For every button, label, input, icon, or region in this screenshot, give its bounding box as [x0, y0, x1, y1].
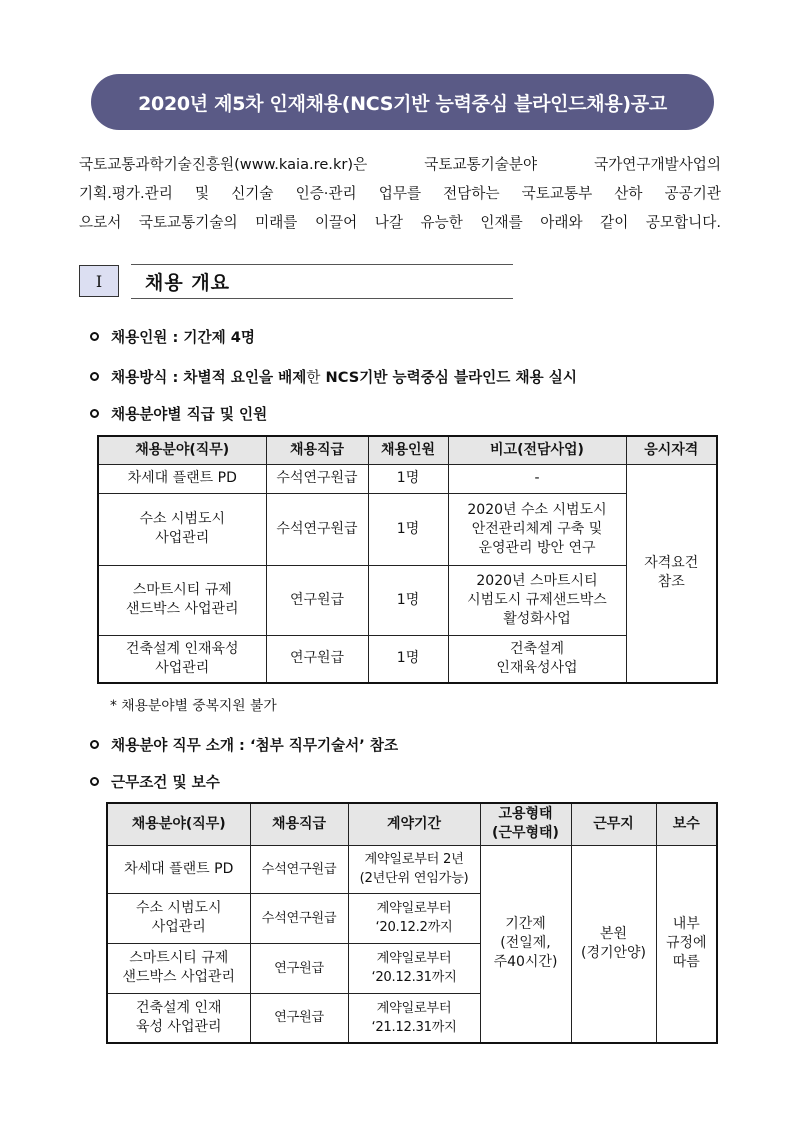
- cell-grade: 연구원급: [250, 993, 348, 1043]
- cell-grade: 수석연구원급: [266, 493, 368, 565]
- cell-period: 계약일로부터 ‘21.12.31까지: [348, 993, 480, 1043]
- positions-table: [97, 435, 718, 684]
- intro-line: 국토교통과학기술진흥원(www.kaia.re.kr)은 국토교통기술분야 국가연구개발사업의: [79, 156, 721, 173]
- table-footnote: * 채용분야별 중복지원 불가: [110, 698, 277, 714]
- bullet-job-intro: [90, 734, 398, 755]
- cell-location: 본원 (경기안양): [571, 845, 656, 1043]
- cell-period: 계약일로부터 2년 (2년단위 연임가능): [348, 845, 480, 893]
- table-header: 채용인원: [368, 436, 448, 464]
- cell-grade: 연구원급: [250, 943, 348, 993]
- table-header: 고용형태 (근무형태): [480, 803, 571, 845]
- table-row: [107, 845, 717, 893]
- table-header: 채용분야(직무): [98, 436, 266, 464]
- cell-field: 수소 시범도시 사업관리: [107, 893, 250, 943]
- section-divider-top: [131, 264, 513, 265]
- cell-count: 1명: [368, 635, 448, 683]
- cell-note: 2020년 스마트시티 시범도시 규제샌드박스 활성화사업: [448, 565, 626, 635]
- bullet-text: 채용분야별 직급 및 인원: [111, 406, 268, 423]
- table-header: 채용직급: [266, 436, 368, 464]
- bullet-conditions: [90, 771, 220, 792]
- table-row: [98, 493, 717, 565]
- notice-title: 2020년 제5차 인재채용(NCS기반 능력중심 블라인드채용)공고: [138, 92, 667, 115]
- conditions-table: [106, 802, 718, 1044]
- cell-count: 1명: [368, 565, 448, 635]
- cell-note: -: [448, 464, 626, 493]
- cell-grade: 연구원급: [266, 565, 368, 635]
- cell-note: 2020년 수소 시범도시 안전관리체계 구축 및 운영관리 방안 연구: [448, 493, 626, 565]
- cell-grade: 수석연구원급: [266, 464, 368, 493]
- intro-line: 으로서 국토교통기술의 미래를 이끌어 나갈 유능한 인재를 아래와 같이 공모합니다.: [79, 214, 721, 231]
- cell-period: 계약일로부터 ‘20.12.31까지: [348, 943, 480, 993]
- table-header: 채용분야(직무): [107, 803, 250, 845]
- cell-grade: 수석연구원급: [250, 845, 348, 893]
- cell-count: 1명: [368, 464, 448, 493]
- table-row: [98, 635, 717, 683]
- bullet-headcount: [90, 326, 255, 347]
- cell-grade: 수석연구원급: [250, 893, 348, 943]
- intro-line: 기획.평가.관리 및 신기술 인증·관리 업무를 전담하는 국토교통부 산하 공공기관: [79, 185, 721, 202]
- table-header: 계약기간: [348, 803, 480, 845]
- cell-field: 스마트시티 규제 샌드박스 사업관리: [107, 943, 250, 993]
- bullet-circle-icon: [90, 777, 99, 786]
- section-divider-bottom: [131, 298, 513, 299]
- cell-qualification: 자격요건 참조: [626, 464, 717, 683]
- table-row: [98, 565, 717, 635]
- table-header: 근무지: [571, 803, 656, 845]
- cell-field: 건축설계 인재육성 사업관리: [98, 635, 266, 683]
- table-header: 보수: [656, 803, 717, 845]
- bullet-circle-icon: [90, 332, 99, 341]
- bullet-text: 한: [306, 369, 321, 386]
- cell-employment: 기간제 (전일제, 주40시간): [480, 845, 571, 1043]
- cell-field: 차세대 플랜트 PD: [98, 464, 266, 493]
- cell-note: 건축설계 인재육성사업: [448, 635, 626, 683]
- bullet-text: 채용분야 직무 소개 : ‘첨부 직무기술서’ 참조: [111, 737, 399, 754]
- cell-field: 스마트시티 규제 샌드박스 사업관리: [98, 565, 266, 635]
- table-header: 채용직급: [250, 803, 348, 845]
- bullet-method: [90, 366, 577, 387]
- bullet-circle-icon: [90, 372, 99, 381]
- cell-field: 차세대 플랜트 PD: [107, 845, 250, 893]
- section-number: Ⅰ: [79, 265, 119, 297]
- bullet-text: 근무조건 및 보수: [111, 774, 220, 791]
- table-row: [98, 464, 717, 493]
- bullet-text: 채용방식 : 차별적 요인을 배제: [111, 369, 307, 386]
- bullet-circle-icon: [90, 740, 99, 749]
- cell-count: 1명: [368, 493, 448, 565]
- cell-field: 수소 시범도시 사업관리: [98, 493, 266, 565]
- bullet-positions: [90, 403, 267, 424]
- table-header: 응시자격: [626, 436, 717, 464]
- table-header: 비고(전담사업): [448, 436, 626, 464]
- cell-field: 건축설계 인재 육성 사업관리: [107, 993, 250, 1043]
- section-header: [79, 262, 513, 300]
- notice-title-banner: [91, 74, 714, 130]
- cell-grade: 연구원급: [266, 635, 368, 683]
- cell-pay: 내부 규정에 따름: [656, 845, 717, 1043]
- cell-period: 계약일로부터 ‘20.12.2까지: [348, 893, 480, 943]
- bullet-circle-icon: [90, 409, 99, 418]
- bullet-text: 채용인원 : 기간제 4명: [111, 329, 256, 346]
- section-title: 채용 개요: [145, 272, 231, 294]
- bullet-text: NCS기반 능력중심 블라인드 채용 실시: [320, 369, 577, 386]
- intro-paragraph: [79, 150, 721, 237]
